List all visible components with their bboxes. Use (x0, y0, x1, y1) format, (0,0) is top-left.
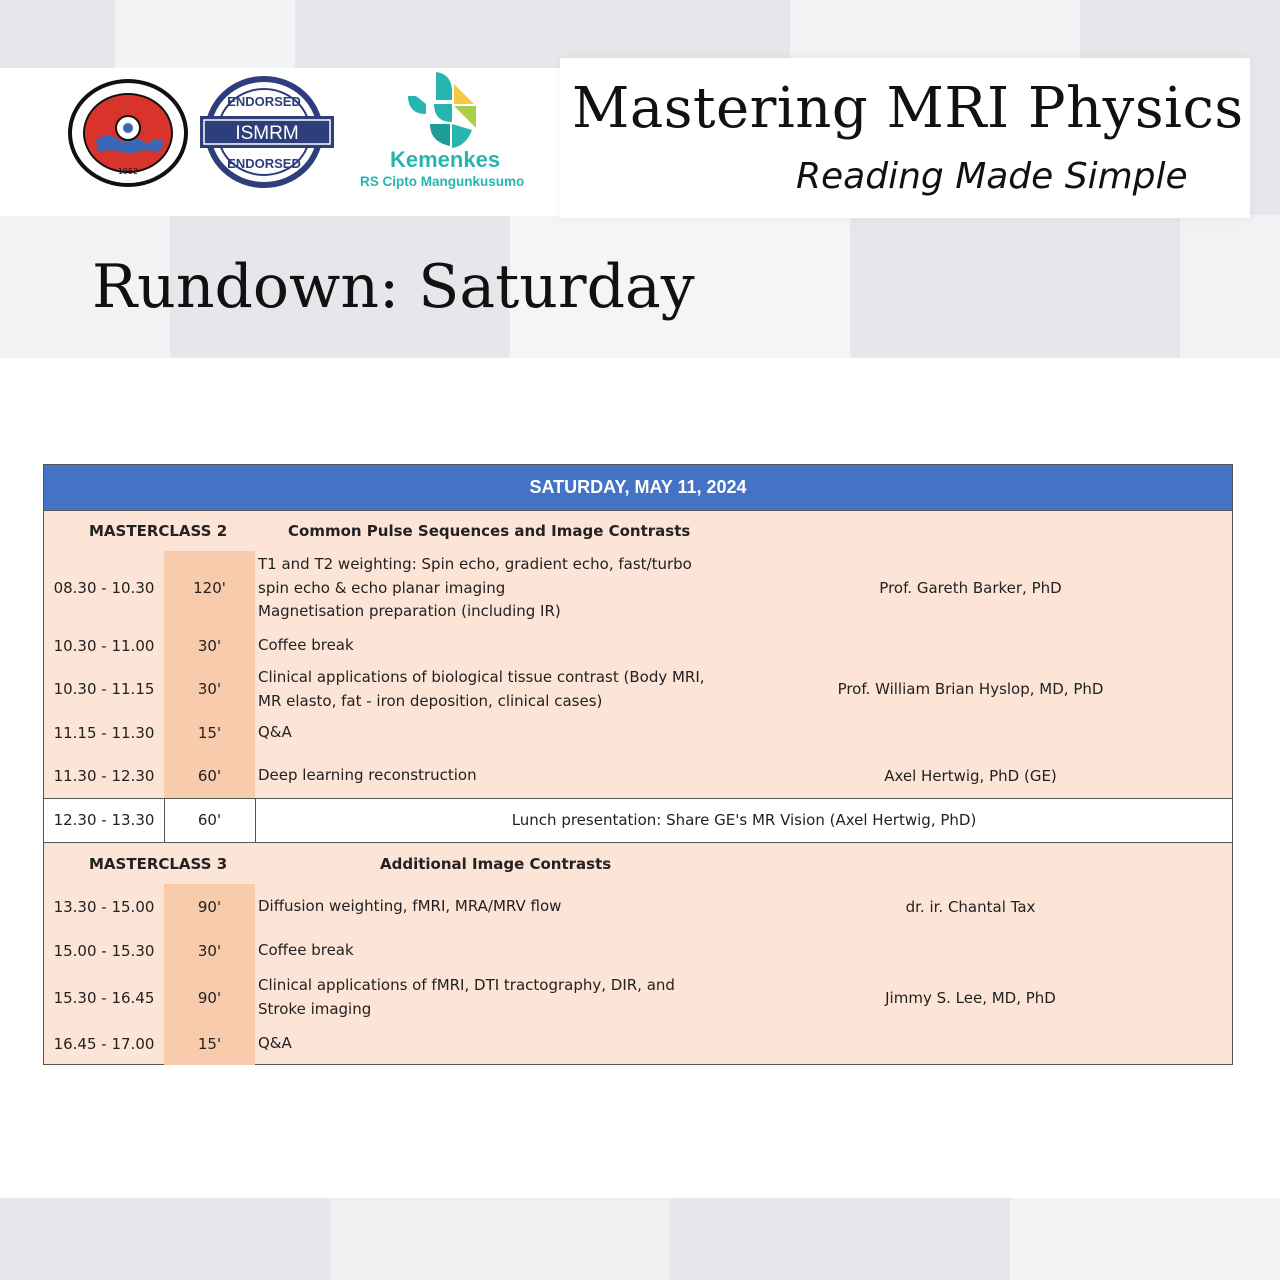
row-topic: T1 and T2 weighting: Spin echo, gradient echo, fast/turbo spin echo & echo planar imaging Magnetisation preparation (including IR) (258, 555, 692, 620)
svg-text:ENDORSED: ENDORSED (227, 156, 301, 171)
row-time: 11.30 - 12.30 (53, 767, 155, 785)
lunch-duration: 60' (197, 811, 222, 829)
masterclass2-title: Common Pulse Sequences and Image Contrasts (288, 522, 691, 540)
row-time: 13.30 - 15.00 (53, 898, 155, 916)
row-topic: Coffee break (258, 941, 354, 959)
svg-text:ENDORSED: ENDORSED (227, 94, 301, 109)
kemenkes-subname: RS Cipto Mangunkusumo (360, 174, 525, 189)
row-topic: Deep learning reconstruction (258, 766, 477, 784)
row-time: 08.30 - 10.30 (53, 579, 155, 597)
schedule-table (43, 464, 1233, 1065)
rundown-heading: Rundown: Saturday (92, 252, 695, 322)
row-duration: 90' (197, 898, 222, 916)
lunch-row (44, 798, 1232, 843)
row-time: 10.30 - 11.15 (53, 680, 155, 698)
row-duration: 15' (197, 724, 222, 742)
svg-text:ISMRM: ISMRM (235, 123, 299, 144)
masterclass3-title: Additional Image Contrasts (380, 855, 612, 873)
row-topic: Q&A (258, 723, 292, 741)
row-speaker: Prof. William Brian Hyslop, MD, PhD (837, 680, 1104, 698)
row-duration: 30' (197, 680, 222, 698)
row-duration: 120' (193, 579, 226, 597)
background-bottom-band (0, 1198, 1280, 1280)
row-duration: 30' (197, 942, 222, 960)
pdsri-seal-icon (64, 78, 192, 188)
row-speaker: Prof. Gareth Barker, PhD (879, 579, 1062, 597)
masterclass3-label: MASTERCLASS 3 (89, 855, 228, 873)
row-duration: 30' (197, 637, 222, 655)
row-duration: 15' (197, 1035, 222, 1053)
lunch-topic: Lunch presentation: Share GE's MR Vision (Axel Hertwig, PhD) (511, 811, 977, 829)
svg-text:1952: 1952 (117, 167, 139, 176)
row-time: 15.00 - 15.30 (53, 942, 155, 960)
row-speaker: Jimmy S. Lee, MD, PhD (885, 989, 1056, 1007)
row-topic: Diffusion weighting, fMRI, MRA/MRV flow (258, 897, 562, 915)
kemenkes-name: Kemenkes (390, 147, 501, 172)
page-subtitle: Reading Made Simple (796, 156, 1188, 197)
row-speaker: Axel Hertwig, PhD (GE) (884, 767, 1057, 785)
row-speaker: dr. ir. Chantal Tax (905, 898, 1036, 916)
ismrm-endorsed-badge (200, 74, 336, 190)
lunch-time: 12.30 - 13.30 (53, 811, 155, 829)
masterclass2-label: MASTERCLASS 2 (89, 522, 228, 540)
row-topic: Coffee break (258, 636, 354, 654)
row-time: 16.45 - 17.00 (53, 1035, 155, 1053)
row-time: 11.15 - 11.30 (53, 724, 155, 742)
page-title: Mastering MRI Physics (572, 76, 1244, 141)
date-header: SATURDAY, MAY 11, 2024 (44, 465, 1232, 511)
row-topic: Clinical applications of biological tissue contrast (Body MRI, MR elasto, fat - iron deposition, clinical cases) (258, 668, 705, 710)
row-duration: 90' (197, 989, 222, 1007)
row-topic: Clinical applications of fMRI, DTI tractography, DIR, and Stroke imaging (258, 976, 675, 1018)
row-topic: Q&A (258, 1034, 292, 1052)
row-time: 10.30 - 11.00 (53, 637, 155, 655)
row-time: 15.30 - 16.45 (53, 989, 155, 1007)
row-duration: 60' (197, 767, 222, 785)
